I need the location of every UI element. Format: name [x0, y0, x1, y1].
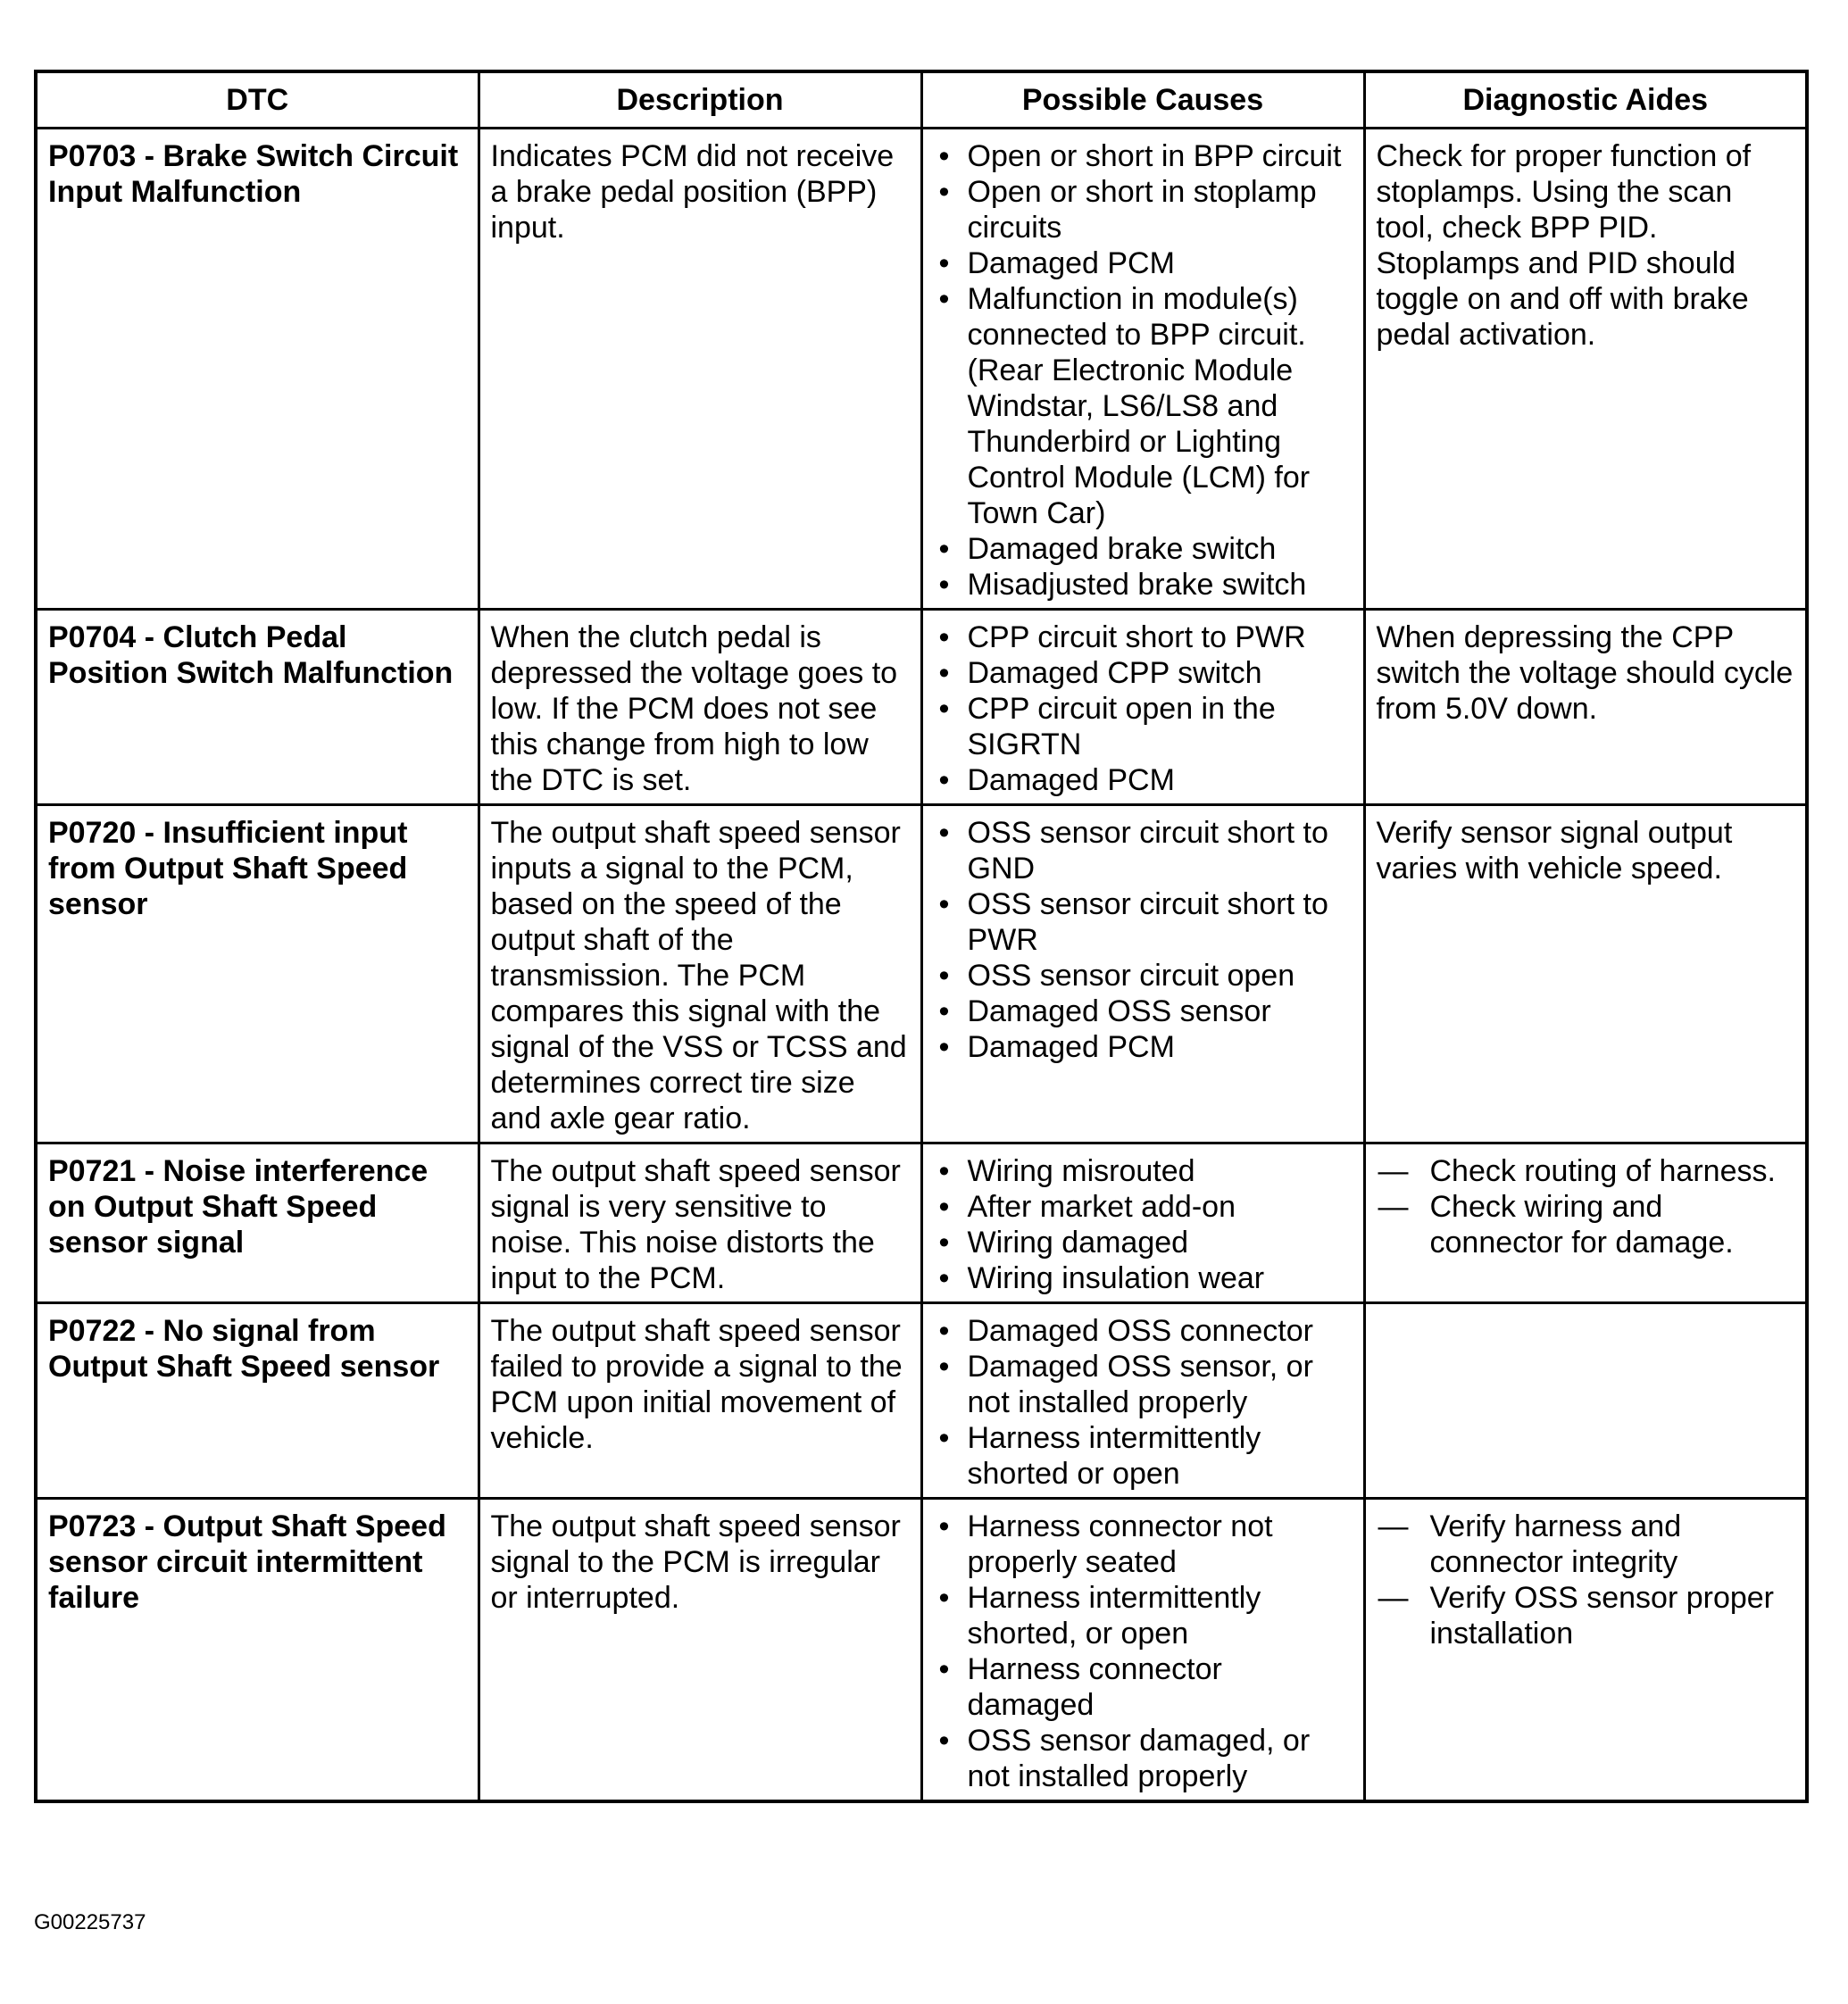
header-possible-causes: Possible Causes	[921, 71, 1364, 129]
aides-list	[1377, 1153, 1795, 1260]
list-item: • Harness connector damaged	[934, 1651, 1353, 1723]
header-diagnostic-aides: Diagnostic Aides	[1364, 71, 1807, 129]
causes-list	[934, 1153, 1353, 1296]
list-item: • OSS sensor damaged, or not installed properly	[934, 1723, 1353, 1794]
description-cell: When the clutch pedal is depressed the voltage goes to low. If the PCM does not see this change from high to low the DTC is set.	[479, 610, 921, 805]
list-item: • Wiring misrouted	[934, 1153, 1353, 1189]
description-cell: The output shaft speed sensor signal to the PCM is irregular or interrupted.	[479, 1499, 921, 1802]
list-item: • OSS sensor circuit short to GND	[934, 815, 1353, 886]
list-item: • Misadjusted brake switch	[934, 567, 1353, 603]
table-row	[36, 610, 1807, 805]
table-row	[36, 1143, 1807, 1303]
list-item: • Damaged CPP switch	[934, 655, 1353, 691]
list-item: — Check wiring and connector for damage.	[1377, 1189, 1795, 1260]
list-item: • CPP circuit short to PWR	[934, 619, 1353, 655]
list-item: • Damaged brake switch	[934, 531, 1353, 567]
list-item: • Damaged PCM	[934, 1029, 1353, 1065]
possible-causes-cell	[921, 1143, 1364, 1303]
possible-causes-cell	[921, 805, 1364, 1143]
causes-list	[934, 815, 1353, 1065]
list-item: • Malfunction in module(s) connected to BPP circuit. (Rear Electronic Module Windstar, LS6/LS8 and Thunderbird or Lighting Control Module (LCM) for Town Car)	[934, 281, 1353, 531]
description-cell: The output shaft speed sensor signal is very sensitive to noise. This noise distorts the input to the PCM.	[479, 1143, 921, 1303]
description-cell: Indicates PCM did not receive a brake pedal position (BPP) input.	[479, 129, 921, 610]
diagnostic-aides-cell: Check for proper function of stoplamps. Using the scan tool, check BPP PID. Stoplamps and PID should toggle on and off with brake pedal activation.	[1364, 129, 1807, 610]
table-row	[36, 1303, 1807, 1499]
possible-causes-cell	[921, 1499, 1364, 1802]
description-cell: The output shaft speed sensor inputs a signal to the PCM, based on the speed of the output shaft of the transmission. The PCM compares this signal with the signal of the VSS or TCSS and determines correct tire size and axle gear ratio.	[479, 805, 921, 1143]
list-item: • Damaged PCM	[934, 762, 1353, 798]
table-row	[36, 1499, 1807, 1802]
diagnostic-aides-cell: Verify sensor signal output varies with vehicle speed.	[1364, 805, 1807, 1143]
list-item: — Verify harness and connector integrity	[1377, 1509, 1795, 1580]
dtc-cell: P0704 - Clutch Pedal Position Switch Malfunction	[36, 610, 479, 805]
list-item: • Wiring insulation wear	[934, 1260, 1353, 1296]
diagnostic-aides-cell: When depressing the CPP switch the voltage should cycle from 5.0V down.	[1364, 610, 1807, 805]
causes-list	[934, 619, 1353, 798]
list-item: • OSS sensor circuit short to PWR	[934, 886, 1353, 958]
list-item: • Damaged OSS sensor, or not installed properly	[934, 1349, 1353, 1420]
dtc-cell: P0723 - Output Shaft Speed sensor circuit intermittent failure	[36, 1499, 479, 1802]
list-item: • OSS sensor circuit open	[934, 958, 1353, 994]
list-item: • Open or short in stoplamp circuits	[934, 174, 1353, 245]
table-header-row	[36, 71, 1807, 129]
description-cell: The output shaft speed sensor failed to provide a signal to the PCM upon initial movement of vehicle.	[479, 1303, 921, 1499]
causes-list	[934, 1509, 1353, 1794]
list-item: • Damaged OSS connector	[934, 1313, 1353, 1349]
causes-list	[934, 1313, 1353, 1492]
possible-causes-cell	[921, 610, 1364, 805]
list-item: • Damaged PCM	[934, 245, 1353, 281]
list-item: • After market add-on	[934, 1189, 1353, 1225]
dtc-cell: P0721 - Noise interference on Output Shaft Speed sensor signal	[36, 1143, 479, 1303]
list-item: • Harness connector not properly seated	[934, 1509, 1353, 1580]
aides-list	[1377, 1509, 1795, 1651]
list-item: — Verify OSS sensor proper installation	[1377, 1580, 1795, 1651]
diagnostic-aides-cell	[1364, 1303, 1807, 1499]
header-description: Description	[479, 71, 921, 129]
diagnostic-aides-cell	[1364, 1143, 1807, 1303]
table-row	[36, 129, 1807, 610]
header-dtc: DTC	[36, 71, 479, 129]
list-item: — Check routing of harness.	[1377, 1153, 1795, 1189]
possible-causes-cell	[921, 1303, 1364, 1499]
table-body	[36, 129, 1807, 1802]
diagnostic-aides-cell	[1364, 1499, 1807, 1802]
list-item: • CPP circuit open in the SIGRTN	[934, 691, 1353, 762]
possible-causes-cell	[921, 129, 1364, 610]
dtc-cell: P0722 - No signal from Output Shaft Speed sensor	[36, 1303, 479, 1499]
figure-id: G00225737	[34, 1910, 146, 1934]
table-row	[36, 805, 1807, 1143]
dtc-cell: P0703 - Brake Switch Circuit Input Malfunction	[36, 129, 479, 610]
list-item: • Harness intermittently shorted, or open	[934, 1580, 1353, 1651]
list-item: • Harness intermittently shorted or open	[934, 1420, 1353, 1492]
dtc-cell: P0720 - Insufficient input from Output Shaft Speed sensor	[36, 805, 479, 1143]
causes-list	[934, 138, 1353, 603]
list-item: • Wiring damaged	[934, 1225, 1353, 1260]
dtc-table	[34, 70, 1809, 1803]
list-item: • Open or short in BPP circuit	[934, 138, 1353, 174]
list-item: • Damaged OSS sensor	[934, 994, 1353, 1029]
